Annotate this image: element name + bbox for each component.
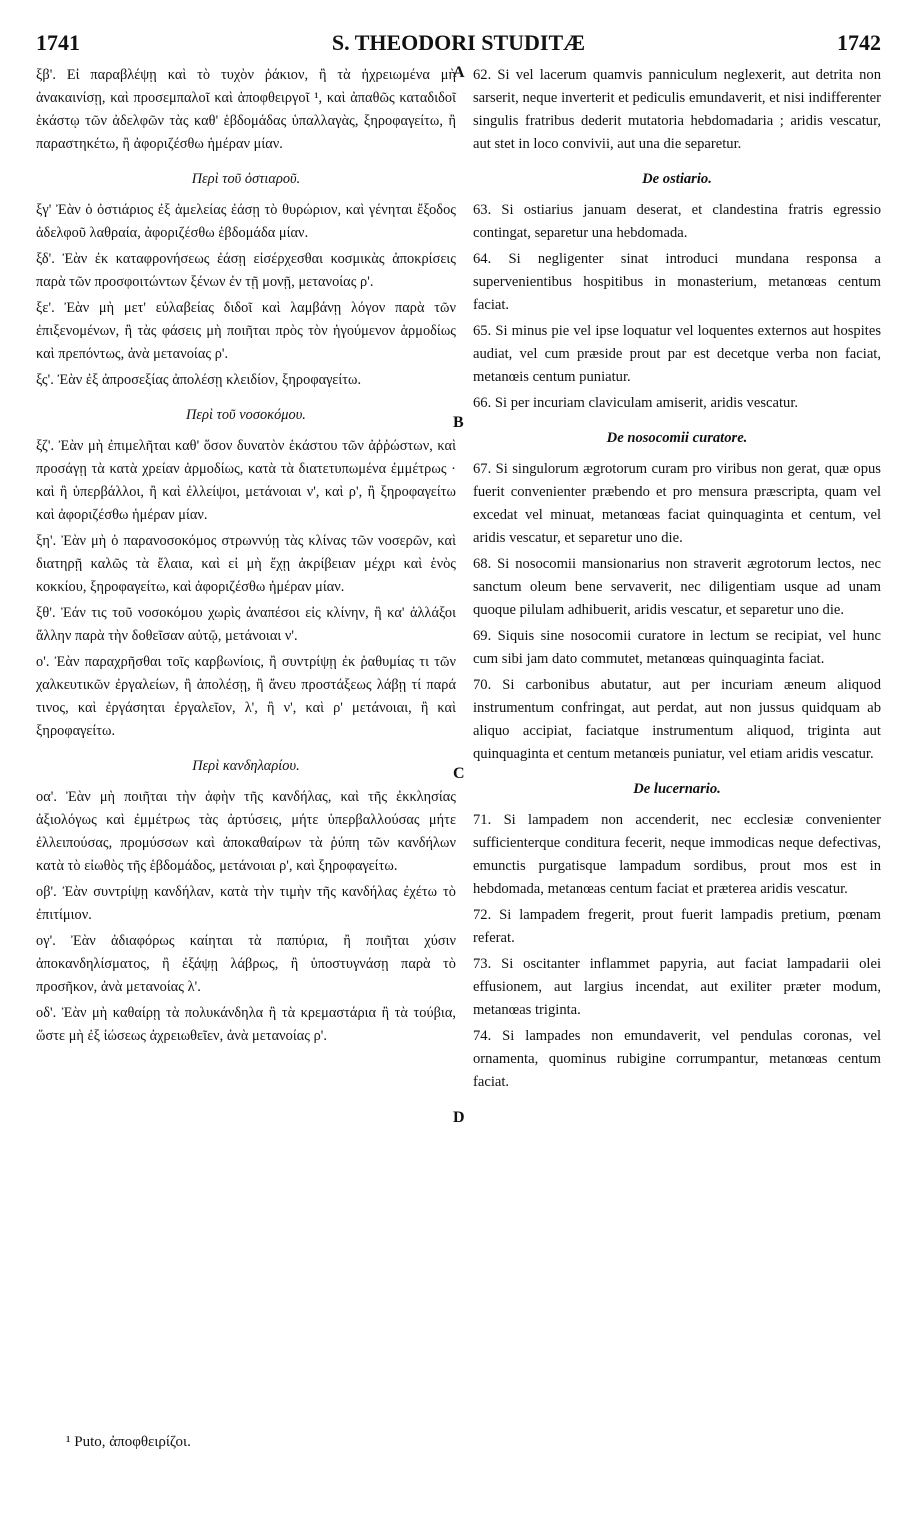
paragraph: ξβ'. Εἰ παραβλέψῃ καὶ τὸ τυχὸν ῥάκιον, ἢ τὰ ἠχρειωμένα μὴ ἀνακαινίσῃ, καὶ προσεμπαλοῖ καὶ ἀποφθειργοῖ ¹, καὶ ἀπαθῶς καταδιδοῖ ἑκάστῳ τῶν ἀδελφῶν τὰς καθ' ἑβδομάδας ὑπαλλαγὰς, ξηροφαγείτω, ἢ παραστηκέτω, ἢ ἀφοριζέσθω ἡμέραν μίαν. [36, 67, 456, 152]
paragraph: 73. Si oscitanter inflammet papyria, aut faciat lampadarii olei effusionem, aut largius incendat, aut exiliter præter modum, metanœas triginta. [473, 956, 881, 1018]
footnote: ¹ Puto, ἀποφθειρίζοι. [66, 1434, 191, 1450]
section-heading: Περὶ κανδηλαρίου. [192, 758, 300, 774]
greek-column [36, 64, 456, 1051]
paragraph: οβ'. Ἐὰν συντρίψῃ κανδήλαν, κατὰ τὴν τιμὴν τῆς κανδήλας ἐχέτω τὸ ἐπιτίμιον. [36, 884, 456, 923]
running-title: S. THEODORI STUDITÆ [331, 30, 586, 55]
margin-letter-b: B [453, 414, 464, 431]
paragraph: 64. Si negligenter sinat introduci mundana responsa a supervenientibus hospitibus in monasterium, metanœas centum faciat. [473, 251, 881, 313]
paragraph: ξζ'. Ἐὰν μὴ ἐπιμελῆται καθ' ὅσον δυνατὸν ἑκάστου τῶν ἀῤῥώστων, καὶ προσάγῃ τὰ κατὰ χρείαν ἁρμοδίως, κατὰ τὰ διατετυπωμένα ἐμμέτρως · καὶ ἢ ὑπερβάλλοι, ἢ καὶ ἐλλείψοι, μετάνοιαι ν', καὶ ρ', ἢ ξηροφαγείτω καὶ ἀφοριζέσθω ἡμέραν μίαν. [36, 438, 456, 523]
section-heading: De nosocomii curatore. [606, 430, 748, 446]
paragraph: ξε'. Ἐὰν μὴ μετ' εὐλαβείας διδοῖ καὶ λαμβάνῃ λόγον παρὰ τῶν ἐπιξενομένων, ἢ τὰς φάσεις μὴ ποιῆται πρὸς τὸν ἡγούμενον ἁρμοδίως καὶ πρεπόντως, ἀνὰ μετανοίας ρ'. [36, 300, 456, 362]
paragraph: οδ'. Ἐὰν μὴ καθαίρῃ τὰ πολυκάνδηλα ἢ τὰ κρεμαστάρια ἢ τὰ τούβια, ὥστε μὴ ἐξ ἰώσεως ἀχρειωθεῖεν, ἀνὰ μετανοίας ρ'. [36, 1005, 456, 1044]
paragraph: ξγ' Ἐὰν ὁ ὀστιάριος ἐξ ἀμελείας ἐάσῃ τὸ θυρώριον, καὶ γένηται ἔξοδος ἀδελφοῦ λαθραία, ἀφοριζέσθω ἑβδομάδα μίαν. [36, 202, 456, 241]
paragraph: ογ'. Ἐὰν ἀδιαφόρως καίηται τὰ παπύρια, ἢ ποιῆται χύσιν ἀποκανδηλίσματος, ἢ ἐξάψῃ λάβρως, ἢ ὑποστυγνάσῃ παρὰ τὸ προσῆκον, ἀνὰ μετανοίας λ'. [36, 933, 456, 995]
paragraph: 63. Si ostiarius januam deserat, et clandestina fratris egressio contingat, separetur una hebdomada. [473, 202, 881, 241]
section-heading: Περὶ τοῦ ὀστιαροῦ. [191, 171, 301, 187]
paragraph: 74. Si lampades non emundaverit, vel pendulas coronas, vel ornamenta, quominus rubigine corrumpantur, metanœas centum faciat. [473, 1028, 881, 1090]
paragraph: ξθ'. Ἐάν τις τοῦ νοσοκόμου χωρὶς ἀναπέσοι εἰς κλίνην, ἢ κα' ἀλλάξοι ἄλλην παρὰ τὴν δοθεῖσαν αὐτῷ, μετάνοιαι ν'. [36, 605, 456, 644]
latin-column [473, 64, 881, 1097]
paragraph: 69. Siquis sine nosocomii curatore in lectum se recipiat, vel hunc cum sibi jam dato commutet, metanœas quinquaginta faciat. [473, 628, 881, 667]
section-heading: De ostiario. [642, 171, 712, 187]
paragraph: 72. Si lampadem fregerit, prout fuerit lampadis pretium, pœnam referat. [473, 907, 881, 946]
margin-letter-d: D [453, 1109, 465, 1126]
paragraph: 67. Si singulorum ægrotorum curam pro viribus non gerat, quæ opus fuerit convenienter præbendo et pro mensura præscripta, quam vel excedat vel minuat, metanœas faciat quinquaginta et centum, vel aridis vescatur, et separetur uno die. [473, 461, 881, 546]
paragraph: 68. Si nosocomii mansionarius non straverit ægrotorum lectos, nec sanctum oleum bene servaverit, nec diligentiam usque ad unam quoque pilulam adhibuerit, aridis vescatur, et separetur uno die. [473, 556, 881, 618]
paragraph: ξς'. Ἐὰν ἐξ ἀπροσεξίας ἀπολέσῃ κλειδίον, ξηροφαγείτω. [36, 372, 362, 388]
paragraph: ξη'. Ἐὰν μὴ ὁ παρανοσοκόμος στρωννύῃ τὰς κλίνας τῶν νοσερῶν, καὶ διατηρῇ καλῶς τὰ ἔλαια, καὶ εἰ μὴ ἔχῃ ἀκρίβειαν μέχρι καὶ ἑνὸς κοκκίου, ξηροφαγείτω, καὶ ἀφοριζέσθω ἡμέραν μίαν. [36, 533, 456, 595]
paragraph: οα'. Ἐὰν μὴ ποιῆται τὴν ἀφὴν τῆς κανδήλας, καὶ τῆς ἐκκλησίας ἀξιολόγως καὶ ἐμμέτρως τὰς ἀρτύσεις, μήτε ὑπερβαλλούσας μήτε ἐλλειπούσας, προμύσσων καὶ ἀποκαθαίρων τὰ ῥύπη τῶν κανδήλων κατὰ τὸ εἰωθὸς τῆς ἑβδομάδος, μετάνοιαι ρ', καὶ ξηροφαγείτω. [36, 789, 456, 874]
page-number-right: 1742 [837, 30, 881, 55]
section-heading: Περὶ τοῦ νοσοκόμου. [186, 407, 306, 423]
paragraph: 66. Si per incuriam claviculam amiserit, aridis vescatur. [473, 395, 799, 411]
margin-letter-c: C [453, 765, 465, 782]
running-header [36, 30, 881, 60]
section-heading: De lucernario. [633, 781, 721, 797]
paragraph: ο'. Ἐὰν παραχρῆσθαι τοῖς καρβωνίοις, ἢ συντρίψῃ ἐκ ῥαθυμίας τι τῶν χαλκευτικῶν ἐργαλείων, ἢ ἀπολέσῃ, ἢ ἄνευ προστάξεως λάβῃ τί παρά τινος, καὶ ἐργάσηται ἐργαλεῖον, λ', ἢ ν', καὶ ρ' μετάνοιαι, ἢ καὶ ξηροφαγείτω. [36, 654, 456, 739]
paragraph: ξδ'. Ἐὰν ἐκ καταφρονήσεως ἐάσῃ εἰσέρχεσθαι κοσμικὰς ἀποκρίσεις παρὰ τῶν προσφοιτώντων ξένων ἐν τῇ μονῇ, μετανοίας ρ'. [36, 251, 456, 290]
paragraph: 62. Si vel lacerum quamvis panniculum neglexerit, aut detrita non sarserit, neque inverterit et pediculis emundaverit, et nisi indifferenter singulis fratribus dederit mutatoria hebdomadaria ; aridis vescatur, aut stet in loco convivii, aut una die separetur. [473, 67, 881, 152]
paragraph: 71. Si lampadem non accenderit, nec ecclesiæ convenienter sufficienterque conditura fecerit, neque immodicas neque defectivas, emunctis purgatisque lampadum sordibus, prout mos est in hebdomada, metanœas centum faciat et præterea aridis vescatur. [473, 812, 881, 897]
paragraph: 70. Si carbonibus abutatur, aut per incuriam æneum aliquod instrumentum confringat, aut perdat, aut non jussus quidquam ab aliquo accipiat, faciatque instrumentum aliquod, triginta aut quinquaginta et centum metanœis puniatur, vel etiam aridis vescatur. [473, 677, 881, 762]
page-number-left: 1741 [36, 30, 80, 55]
paragraph: 65. Si minus pie vel ipse loquatur vel loquentes externos aut hospites audiat, vel cum præside prout par est decetque verba non faciat, metanœis centum puniatur. [473, 323, 881, 385]
margin-letter-a: A [453, 64, 465, 81]
